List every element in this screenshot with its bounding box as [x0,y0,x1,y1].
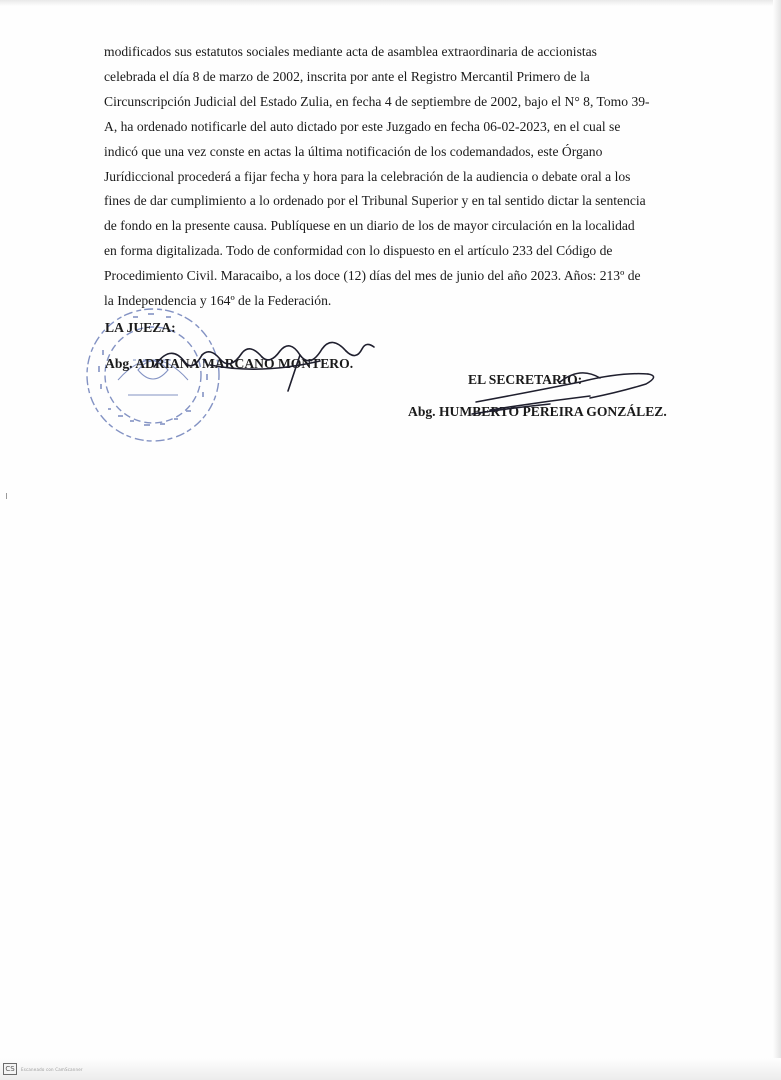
judge-name: Abg. ADRIANA MARCANO MONTERO. [105,356,354,371]
secretary-title: EL SECRETARIO: [468,372,583,387]
body-paragraph [104,40,684,314]
paragraph-line-8: de fondo en la presente causa. Publíquese en un diario de los de mayor circulación en la localidad [104,218,635,234]
scan-speck [6,493,7,499]
paragraph-line-4: A, ha ordenado notificarle del auto dictado por este Juzgado en fecha 06-02-2023, en el cual se [104,118,621,134]
judge-signature [150,325,380,395]
camscanner-icon: CS [3,1063,17,1075]
paragraph-line-7: fines de dar cumplimiento a lo ordenado por el Tribunal Superior y en tal sentido dictar la sentencia [104,193,646,209]
page-bottom-shadow [0,1058,781,1080]
judge-title: LA JUEZA: [105,320,176,335]
paragraph-line-2: celebrada el día 8 de marzo de 2002, inscrita por ante el Registro Mercantil Primero de la [104,68,590,84]
paragraph-line-10: Procedimiento Civil. Maracaibo, a los doce (12) días del mes de junio del año 2023. Años: 213º de [104,268,641,284]
scanner-label: Escaneado con CamScanner [21,1066,83,1072]
paragraph-line-5: indicó que una vez conste en actas la última notificación de los codemandados, este Órgano [104,143,603,159]
secretary-name: Abg. HUMBERTO PEREIRA GONZÁLEZ. [408,404,667,419]
page-top-shadow [0,0,781,6]
paragraph-line-3: Circunscripción Judicial del Estado Zulia, en fecha 4 de septiembre de 2002, bajo el N° 8, Tomo 39- [104,93,650,109]
secretary-signature [470,362,670,418]
scanner-watermark [3,1063,83,1075]
paragraph-line-9: en forma digitalizada. Todo de conformidad con lo dispuesto en el artículo 233 del Código de [104,243,613,259]
paragraph-line-1: modificados sus estatutos sociales mediante acta de asamblea extraordinaria de accionistas [104,44,597,59]
paragraph-line-6: Jurídiccional procederá a fijar fecha y hora para la celebración de la audiencia o debate oral a los [104,168,631,184]
paragraph-line-11: la Independencia y 164º de la Federación. [104,293,332,309]
page-right-shadow [773,0,781,1080]
